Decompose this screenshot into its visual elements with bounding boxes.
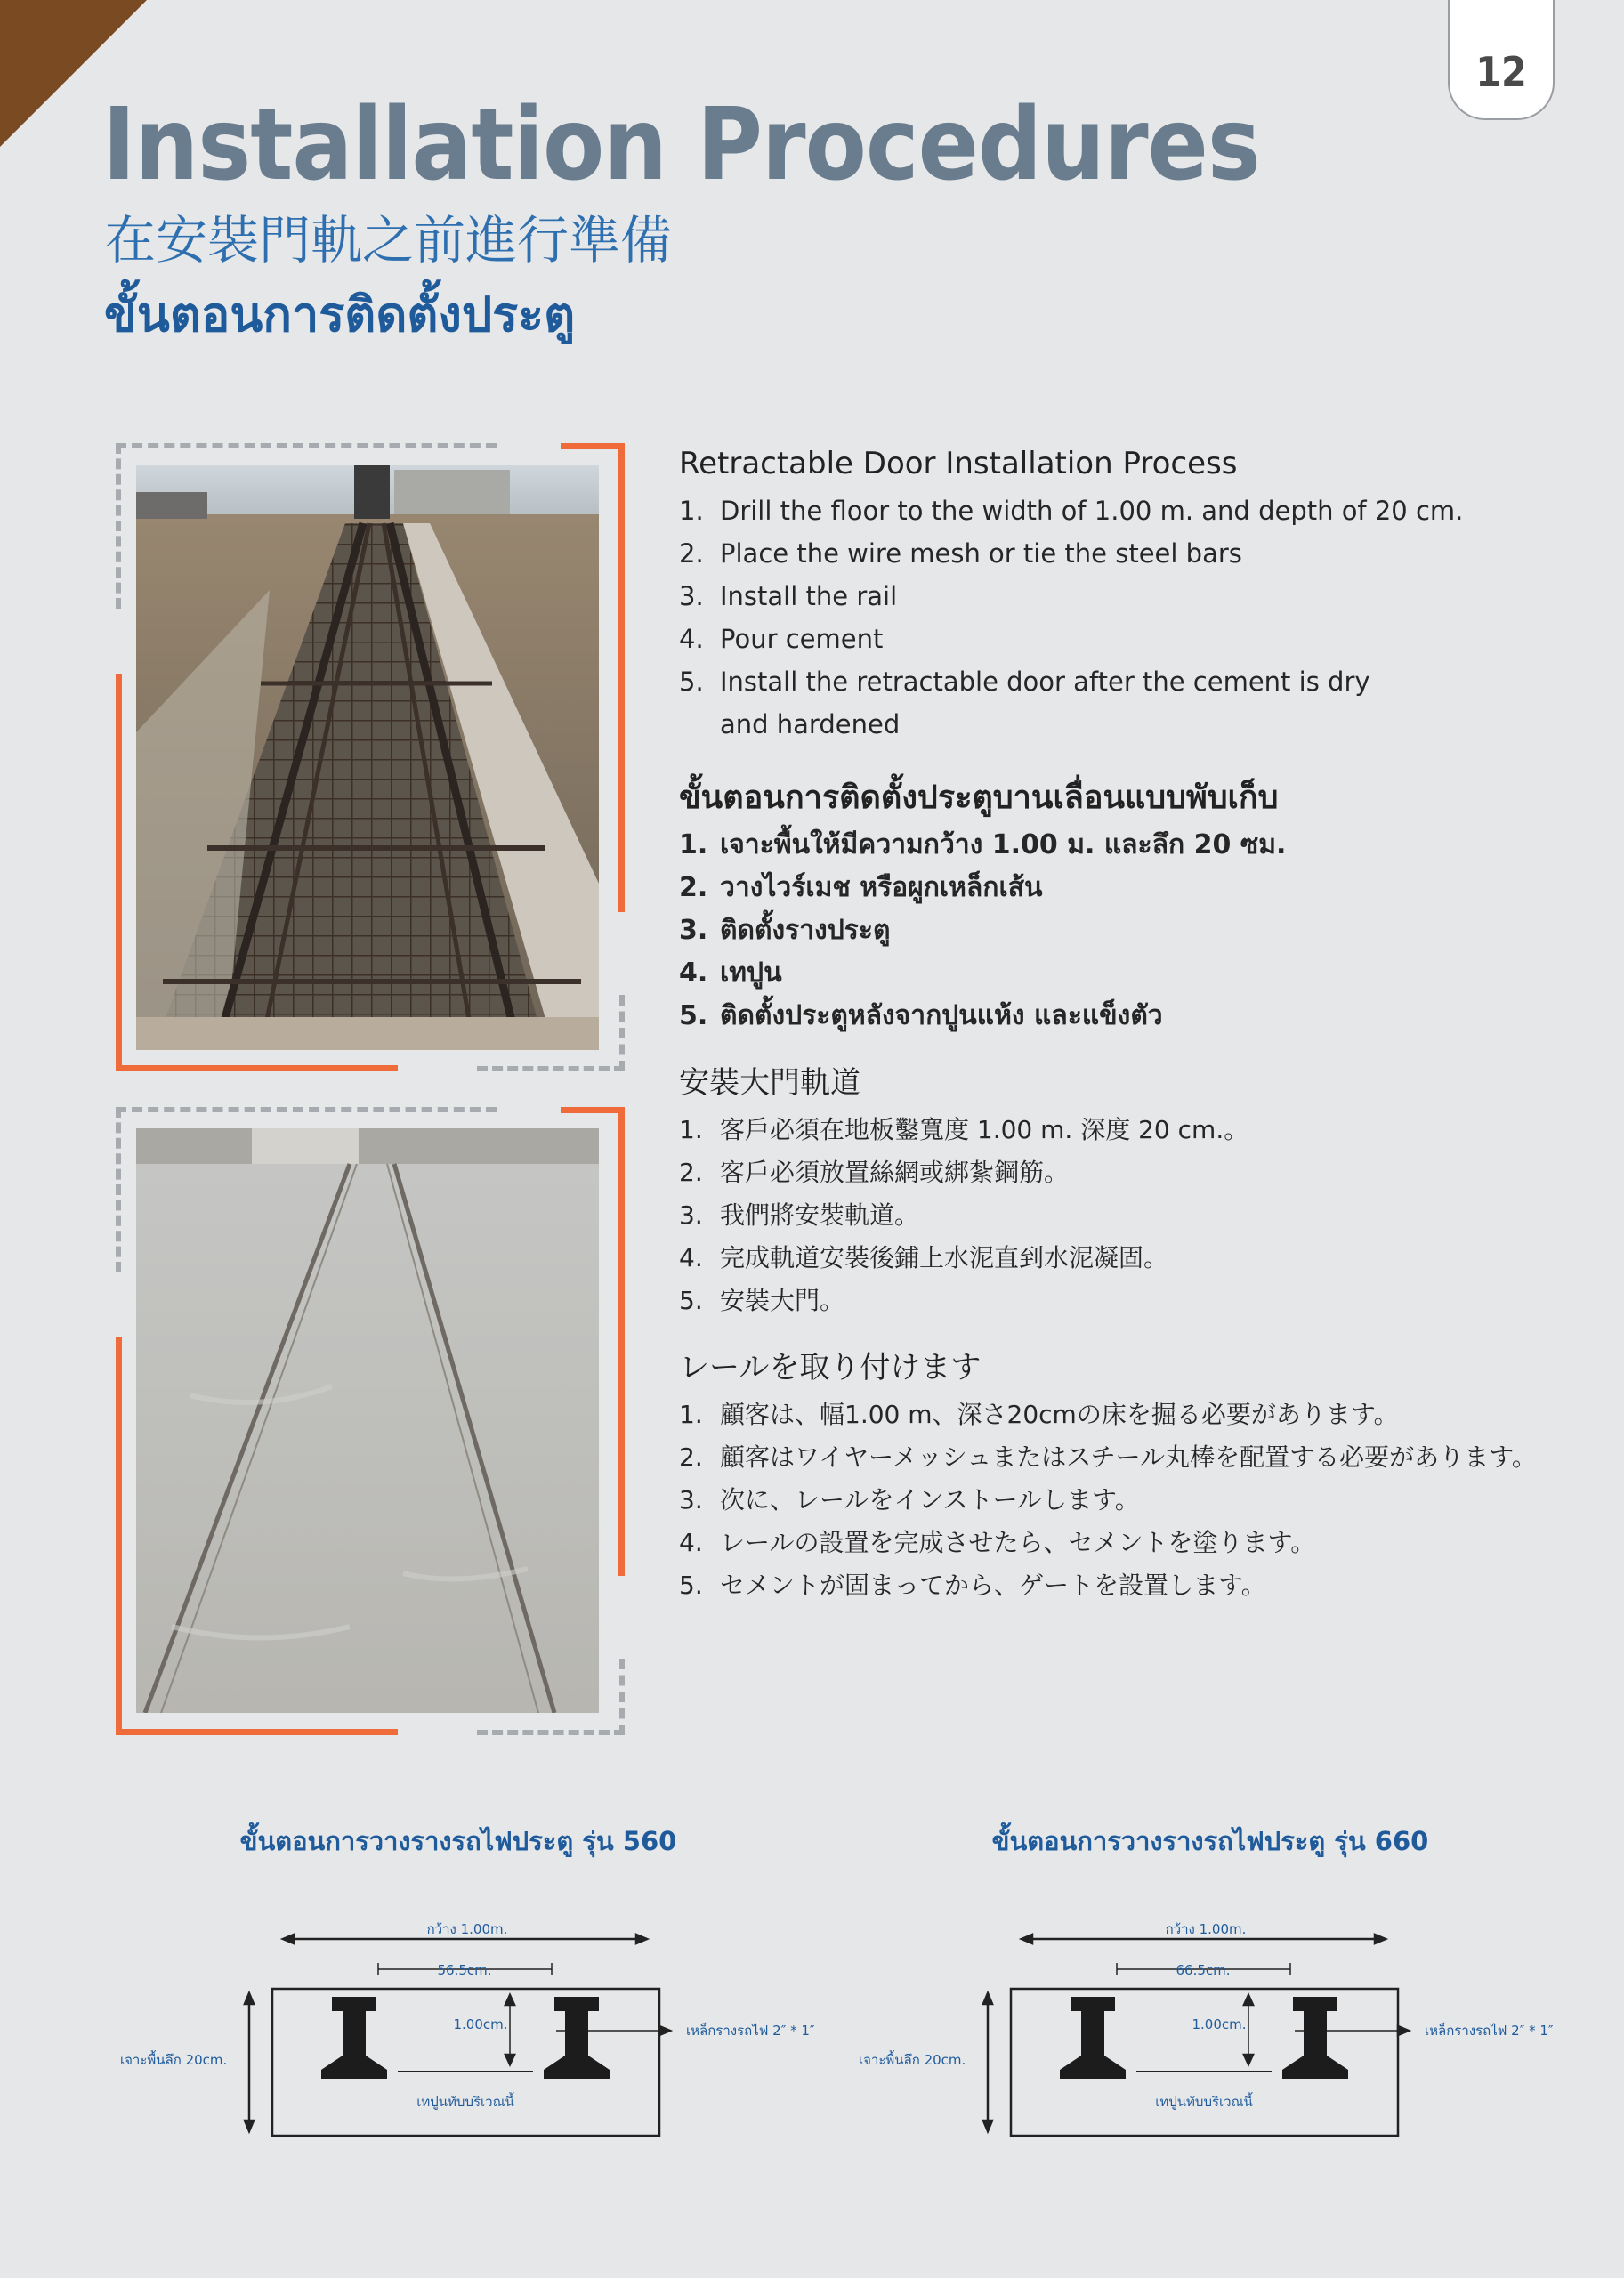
steps-list <box>679 489 1569 746</box>
subtitle-thai: ขั้นตอนการติดตั้งประตู <box>104 287 576 343</box>
section-heading: ขั้นตอนการติดตั้งประตูบานเลื่อนแบบพับเก็บ <box>679 780 1279 816</box>
list-item: 3. 我們將安裝軌道。 <box>679 1200 920 1230</box>
list-item: 5. 安裝大門。 <box>679 1286 845 1315</box>
page-number: 12 <box>1475 48 1527 96</box>
label-height: 1.00cm. <box>1192 2016 1247 2032</box>
section-heading: Retractable Door Installation Process <box>679 446 1238 481</box>
list-item: 3. 次に、レールをインストールします。 <box>679 1485 1140 1515</box>
photo-rebar-trench <box>136 465 599 1050</box>
list-item: 5. ติดตั้งประตูหลังจากปูนแห้ง และแข็งตัว <box>679 1000 1163 1031</box>
list-item: 2. วางไวร์เมช หรือผูกเหล็กเส้น <box>679 872 1043 903</box>
steps-list <box>679 824 1569 1038</box>
list-item: 4. 完成軌道安裝後鋪上水泥直到水泥凝固。 <box>679 1243 1169 1272</box>
list-item: 5. セメントが固まってから、ゲートを設置します。 <box>679 1571 1266 1600</box>
section-heading: 安裝大門軌道 <box>679 1065 860 1101</box>
label-height: 1.00cm. <box>453 2016 508 2032</box>
section-chinese <box>679 1062 1569 1322</box>
instructions-column <box>679 443 1569 1632</box>
section-japanese <box>679 1347 1569 1607</box>
list-item: and hardened <box>720 709 901 739</box>
list-item: 1. Drill the floor to the width of 1.00 m. and depth of 20 cm. <box>679 496 1464 526</box>
page-number-tab <box>1448 0 1555 120</box>
list-item: 1. เจาะพื้นให้มีความกว้าง 1.00 ม. และลึก 20 ซม. <box>679 829 1287 860</box>
label-gap: 66.5cm. <box>1176 1962 1231 1978</box>
list-item: 3. Install the rail <box>679 581 898 611</box>
label-bottom: เทปูนทับบริเวณนี้ <box>1155 2094 1253 2110</box>
rail-diagram-560 <box>111 1913 850 2145</box>
steps-list <box>679 1109 1569 1322</box>
list-item: 2. Place the wire mesh or tie the steel bars <box>679 538 1242 569</box>
list-item: 4. レールの設置を完成させたら、セメントを塗ります。 <box>679 1528 1316 1557</box>
list-item: 1. 顧客は、幅1.00 m、深さ20cmの床を掘る必要があります。 <box>679 1400 1399 1429</box>
label-depth: เจาะพื้นลึก 20cm. <box>859 2052 966 2068</box>
rail-diagram-660 <box>850 1913 1588 2145</box>
list-item: 5. Install the retractable door after the cement is dry <box>679 666 1370 697</box>
list-item: 4. Pour cement <box>679 624 884 654</box>
section-heading: レールを取り付けます <box>679 1350 982 1385</box>
label-bottom: เทปูนทับบริเวณนี้ <box>416 2094 514 2110</box>
diagram-title-660: ขั้นตอนการวางรางรถไฟประตู รุ่น 660 <box>991 1826 1429 1856</box>
label-depth: เจาะพื้นลึก 20cm. <box>120 2052 228 2068</box>
label-gap: 56.5cm. <box>437 1962 492 1978</box>
page-title: Installation Procedures <box>102 87 1260 203</box>
list-item: 2. 客戶必須放置絲網或綁紮鋼筋。 <box>679 1158 1070 1187</box>
list-item: 3. ติดตั้งรางประตู <box>679 915 891 946</box>
label-width: กว้าง 1.00m. <box>426 1921 508 1937</box>
label-rail: เหล็กรางรถไฟ 2″ * 1″ <box>1425 2023 1554 2039</box>
subtitle-chinese: 在安裝門軌之前進行準備 <box>104 210 673 271</box>
section-thai <box>679 778 1569 1038</box>
list-item: 2. 顧客はワイヤーメッシュまたはスチール丸棒を配置する必要があります。 <box>679 1442 1537 1472</box>
list-item: 1. 客戶必須在地板鑿寬度 1.00 m. 深度 20 cm.。 <box>679 1115 1249 1144</box>
list-item: 4. เทปูน <box>679 957 782 989</box>
section-english <box>679 443 1569 746</box>
steps-list <box>679 1393 1569 1607</box>
diagram-title-560: ขั้นตอนการวางรางรถไฟประตู รุ่น 560 <box>239 1826 677 1856</box>
photo-finished-concrete <box>136 1128 599 1713</box>
label-width: กว้าง 1.00m. <box>1165 1921 1247 1937</box>
label-rail: เหล็กรางรถไฟ 2″ * 1″ <box>686 2023 815 2039</box>
